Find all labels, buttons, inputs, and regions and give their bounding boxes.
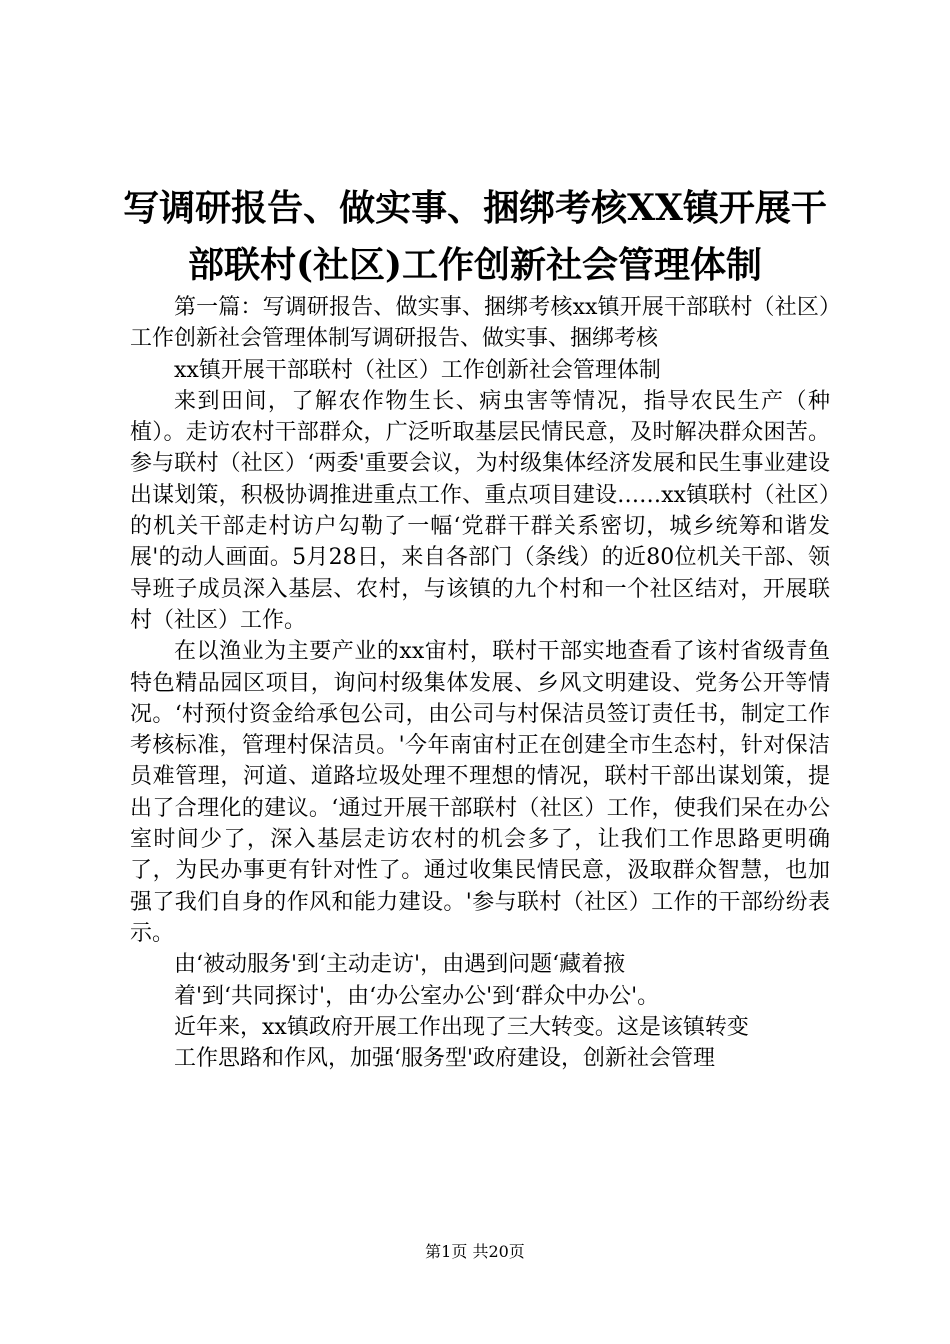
paragraph-service-change-cont: 着'到‘共同探讨'，由‘办公室办公'到‘群众中办公'。 bbox=[174, 983, 660, 1009]
paragraph-intro: 第一篇：写调研报告、做实事、捆绑考核xx镇开展干部联村（社区）工作创新社会管理体制写调研报告、做实事、捆绑考核 bbox=[130, 295, 830, 352]
paragraph-field-visit: 来到田间，了解农作物生长、病虫害等情况，指导农民生产（种植）。走访农村干部群众，广泛听取基层民情民意，及时解决群众困苦。参与联村（社区）‘两委'重要会议，为村级集体经济发展和民生事业建设出谋划策，积极协调推进重点工作、重点项目建设……xx镇联村（社区）的机关干部走村访户勾勒了一幅‘党群干群关系密切，城乡统筹和谐发展'的动人画面。5月28日，来自各部门（条线）的近80位机关干部、领导班子成员深入基层、农村，与该镇的九个村和一个社区结对，开展联村（社区）工作。 bbox=[130, 388, 830, 633]
document-title-line-2: 部联村(社区)工作创新社会管理体制 bbox=[187, 244, 763, 286]
document-body bbox=[130, 292, 830, 1074]
paragraph-three-changes: 近年来，xx镇政府开展工作出现了三大转变。这是该镇转变 bbox=[174, 1014, 749, 1040]
paragraph-subtitle: xx镇开展干部联村（社区）工作创新社会管理体制 bbox=[174, 357, 661, 383]
paragraph-village-inspection: 在以渔业为主要产业的xx宙村，联村干部实地查看了该村省级青鱼特色精品园区项目，询问村级集体发展、乡风文明建设、党务公开等情况。‘村预付资金给承包公司，由公司与村保洁员签订责任书，制定工作考核标准，管理村保洁员。'今年南宙村正在创建全市生态村，针对保洁员难管理，河道、道路垃圾处理不理想的情况，联村干部出谋划策，提出了合理化的建议。‘通过开展干部联村（社区）工作，使我们呆在办公室时间少了，深入基层走访农村的机会多了，让我们工作思路更明确了，为民办事更有针对性了。通过收集民情民意，汲取群众智慧，也加强了我们自身的作风和能力建设。'参与联村（社区）工作的干部纷纷表示。 bbox=[130, 639, 830, 946]
page-footer: 第1页 共20页 bbox=[425, 1242, 525, 1261]
paragraph-work-thinking: 工作思路和作风，加强‘服务型'政府建设，创新社会管理 bbox=[174, 1046, 716, 1072]
paragraph-service-change: 由‘被动服务'到‘主动走访'，由遇到问题‘藏着掖 bbox=[174, 952, 626, 978]
document-title-line-1: 写调研报告、做实事、捆绑考核XX镇开展干 bbox=[123, 187, 827, 229]
